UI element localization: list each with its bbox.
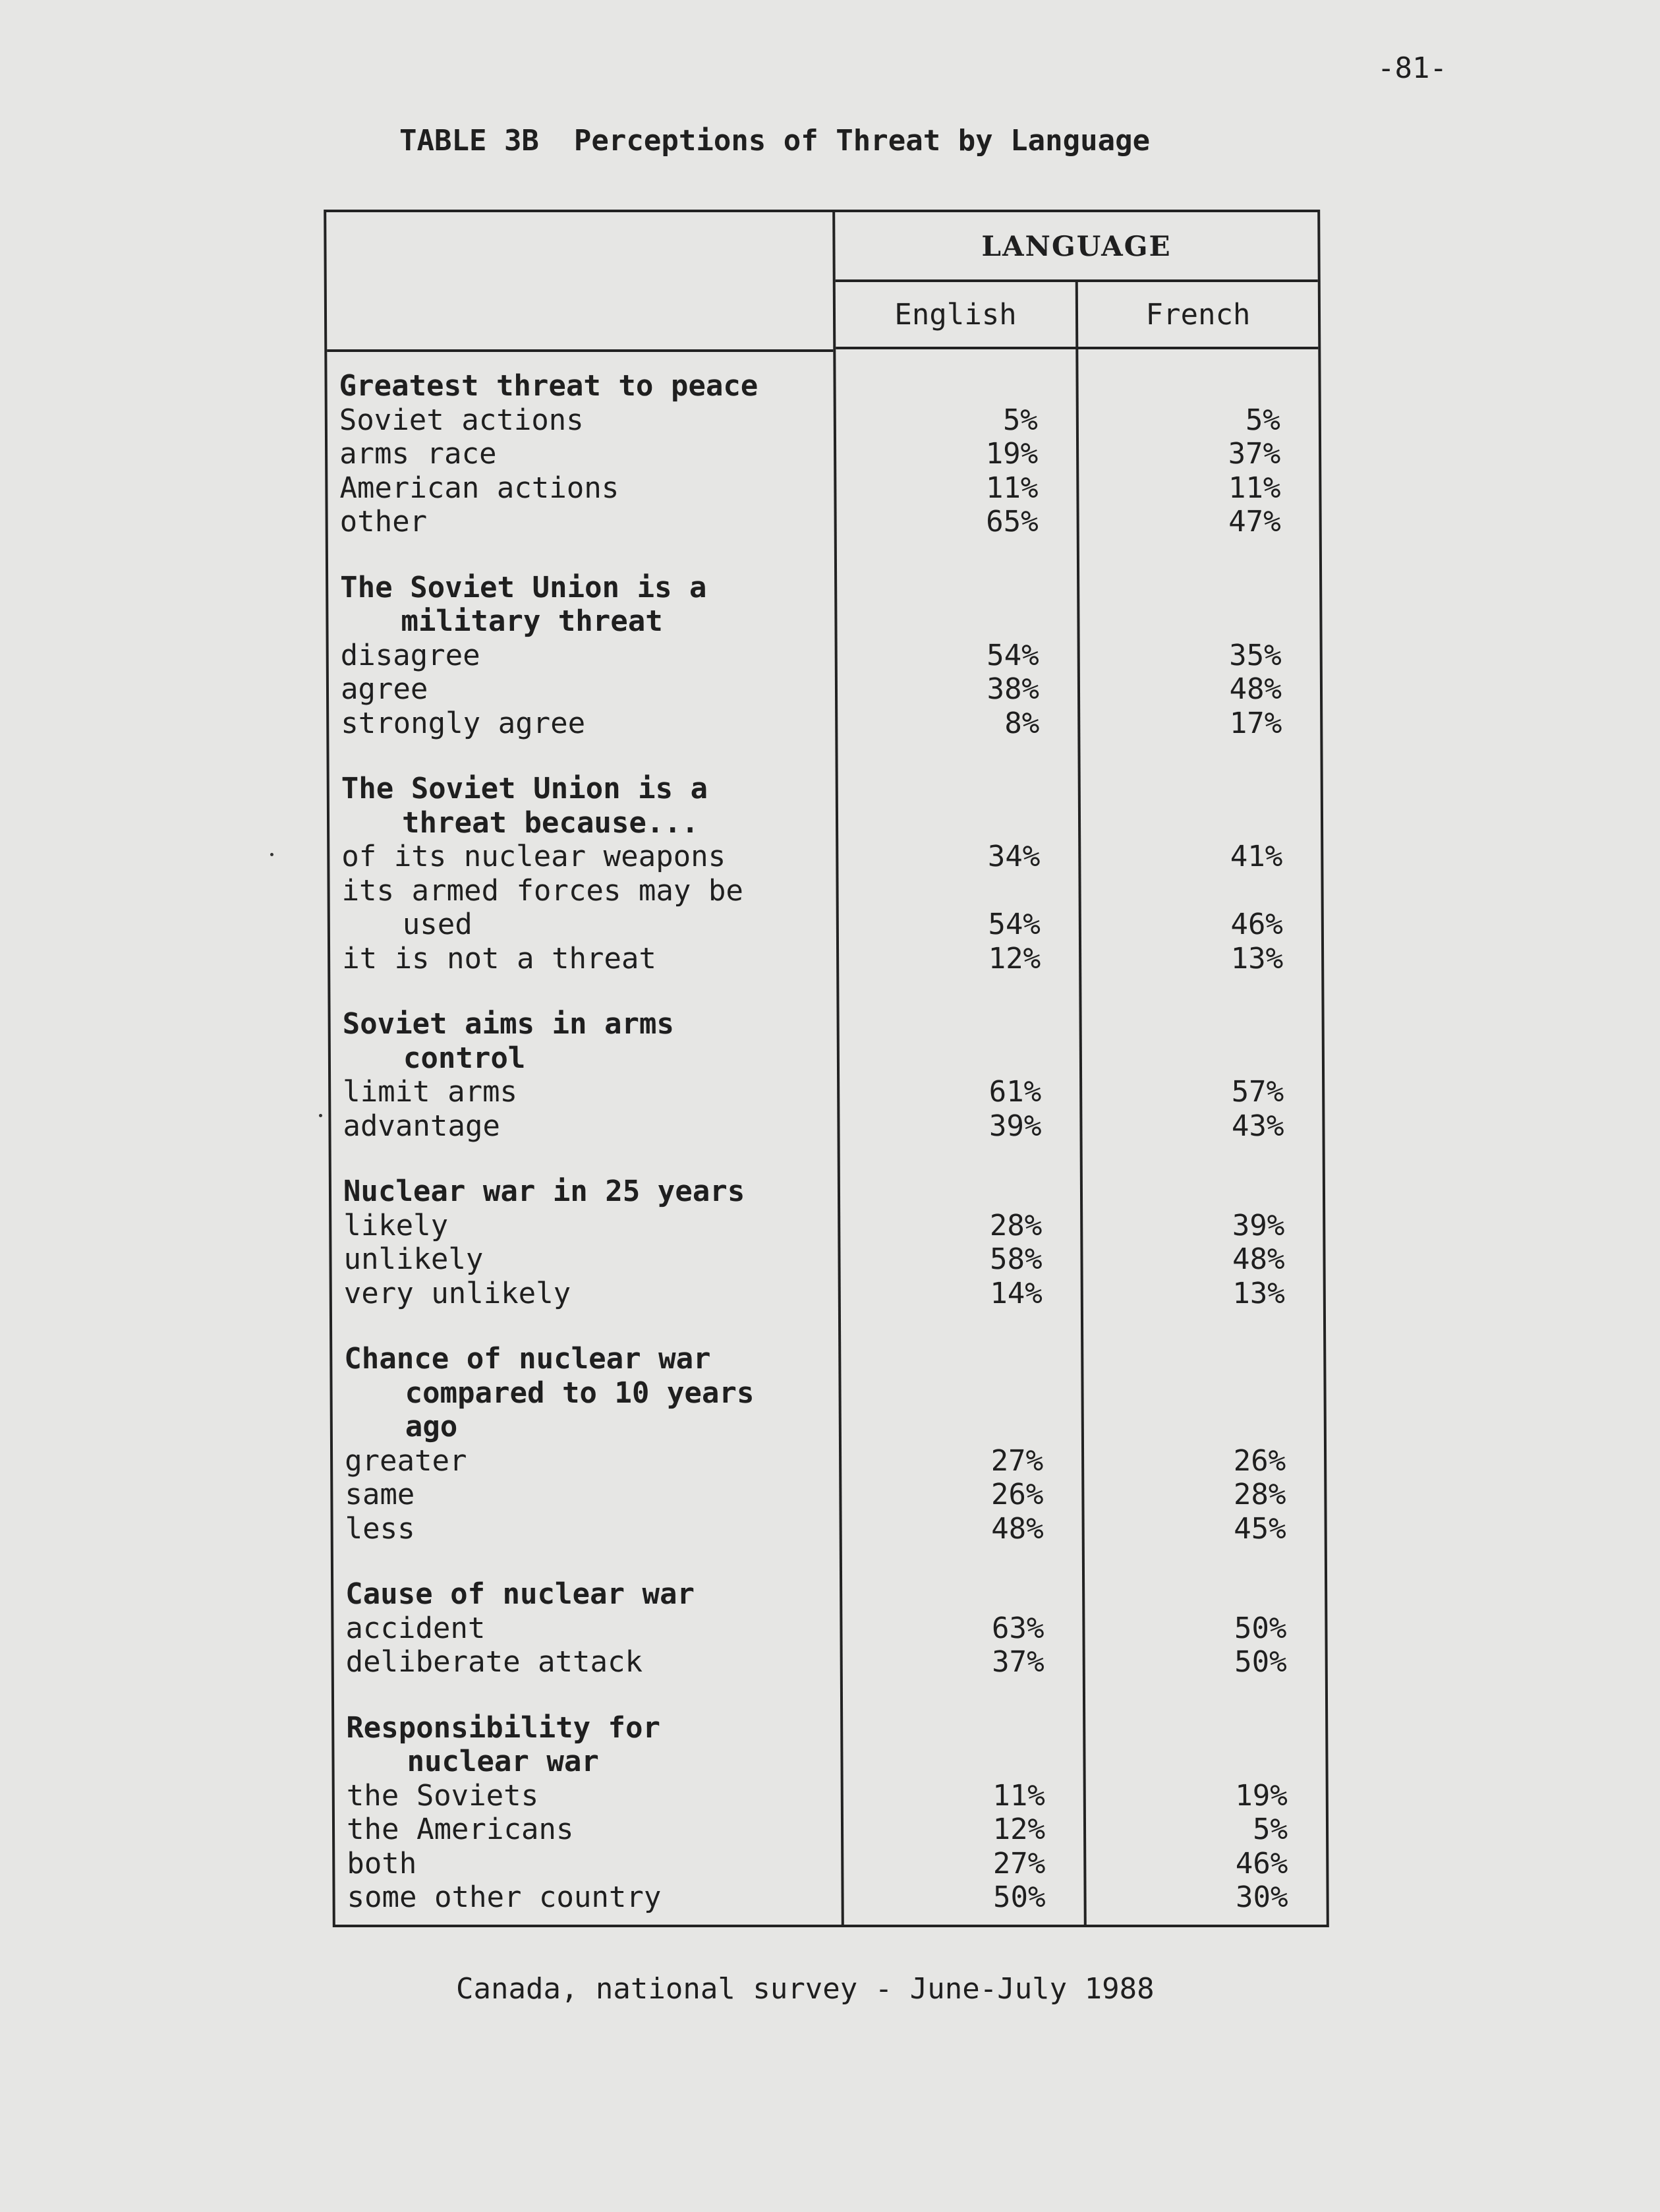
english-value: 12% (992, 1813, 1046, 1846)
blank-cell (1085, 1745, 1287, 1779)
french-value: 57% (1231, 1075, 1284, 1109)
section-heading: nuclear war (407, 1745, 600, 1778)
section-gap (1083, 1310, 1285, 1342)
blank-cell (838, 806, 1040, 840)
blank-cell (1081, 806, 1282, 840)
blank-cell (836, 369, 1037, 403)
column-header-french: French (1145, 297, 1251, 332)
english-value: 11% (992, 1778, 1045, 1813)
english-value: 28% (989, 1208, 1043, 1242)
blank-cell (1079, 604, 1281, 639)
english-value: 58% (989, 1242, 1043, 1276)
english-value: 19% (985, 437, 1039, 471)
blank-cell (1081, 874, 1282, 908)
section-gap (841, 1310, 1043, 1342)
row-label: American actions (339, 471, 619, 505)
section-gap (341, 740, 835, 772)
section-gap (1085, 1546, 1286, 1577)
section-gap (342, 975, 836, 1007)
blank-cell (837, 604, 1039, 639)
french-value: 39% (1232, 1208, 1285, 1242)
column-header-english: English (836, 282, 1079, 347)
blank-cell (841, 1376, 1043, 1411)
blank-cell (1083, 1342, 1285, 1376)
french-value: 46% (1230, 908, 1283, 941)
section-gap (842, 1546, 1044, 1577)
row-label: deliberate attack (345, 1645, 643, 1679)
blank-cell (838, 772, 1040, 806)
blank-cell (842, 1577, 1044, 1612)
blank-cell (840, 1041, 1041, 1076)
english-value: 63% (991, 1611, 1045, 1645)
french-value: 26% (1233, 1443, 1286, 1478)
english-value: 14% (990, 1276, 1043, 1310)
french-column (1078, 349, 1327, 1925)
blank-cell (843, 1711, 1045, 1745)
blank-cell (1078, 369, 1280, 403)
blank-cell (1083, 1175, 1284, 1209)
english-value: 54% (987, 638, 1039, 672)
row-label: very unlikely (343, 1276, 571, 1310)
row-label: likely (343, 1208, 449, 1242)
column-headers (836, 282, 1319, 349)
section-gap (1080, 740, 1282, 772)
french-value: 13% (1230, 941, 1284, 975)
section-gap (1085, 1679, 1287, 1711)
row-label: less (345, 1511, 415, 1546)
blank-cell (1082, 1007, 1284, 1041)
row-labels (339, 369, 841, 1915)
row-label: limit arms (343, 1075, 518, 1109)
data-columns (835, 212, 1327, 1925)
french-value: 30% (1235, 1880, 1288, 1914)
english-value: 38% (987, 672, 1040, 706)
data-table (324, 210, 1329, 1927)
section-heading: threat because... (401, 805, 699, 840)
section-gap (346, 1679, 840, 1711)
french-value: 17% (1229, 706, 1282, 740)
table-title: TABLE 3B Perceptions of Threat by Language (399, 124, 1151, 158)
french-value: 11% (1228, 471, 1281, 505)
section-heading: The Soviet Union is a (341, 772, 708, 805)
header-divider (327, 349, 833, 352)
section-gap (340, 539, 834, 571)
blank-cell (1084, 1410, 1286, 1444)
section-heading: Soviet aims in arms (342, 1007, 675, 1041)
french-value: 48% (1229, 672, 1282, 706)
english-value: 27% (992, 1846, 1046, 1880)
english-value: 48% (991, 1511, 1044, 1546)
row-label: some other country (347, 1880, 662, 1914)
english-value: 54% (988, 908, 1041, 941)
french-value: 5% (1245, 403, 1280, 437)
blank-cell (1085, 1711, 1287, 1745)
french-value: 50% (1234, 1611, 1287, 1645)
row-label: of its nuclear weapons (341, 840, 726, 873)
section-gap (1083, 1143, 1284, 1175)
english-value: 39% (988, 1109, 1042, 1143)
section-gap (838, 740, 1039, 772)
english-value: 8% (1004, 706, 1040, 740)
row-label: its armed forces may be (341, 873, 744, 908)
french-values (1078, 369, 1288, 1915)
row-label: it is not a threat (341, 941, 657, 975)
french-value: 28% (1233, 1478, 1286, 1511)
french-value: 50% (1234, 1645, 1287, 1679)
english-column (836, 349, 1087, 1925)
section-gap (843, 1679, 1045, 1711)
blank-cell (840, 1175, 1042, 1209)
blank-cell (1085, 1577, 1286, 1612)
section-gap (343, 1143, 838, 1175)
row-label: accident (345, 1611, 486, 1645)
english-value: 34% (987, 840, 1041, 873)
section-gap (839, 975, 1041, 1007)
french-value: 35% (1229, 638, 1282, 672)
speck (319, 1114, 322, 1117)
section-gap (837, 539, 1039, 571)
page-number: -81- (1377, 51, 1447, 85)
english-value: 11% (985, 471, 1039, 505)
section-heading: Greatest threat to peace (339, 369, 758, 403)
row-label: disagree (340, 638, 480, 672)
english-value: 37% (992, 1645, 1045, 1679)
table-caption: Canada, national survey - June-July 1988 (456, 1972, 1155, 2006)
blank-cell (1082, 1041, 1284, 1076)
english-value: 27% (990, 1443, 1044, 1478)
french-value: 47% (1228, 505, 1281, 538)
language-header: LANGUAGE (835, 212, 1318, 282)
english-value: 26% (990, 1478, 1044, 1511)
blank-cell (842, 1410, 1043, 1444)
blank-cell (1081, 772, 1282, 806)
french-value: 46% (1235, 1846, 1288, 1880)
row-label: Soviet actions (339, 403, 584, 437)
blank-cell (841, 1342, 1043, 1376)
french-value: 19% (1235, 1778, 1288, 1813)
row-label: strongly agree (341, 706, 586, 740)
french-value: 45% (1234, 1511, 1286, 1546)
blank-cell (1083, 1376, 1285, 1411)
english-value: 5% (1002, 403, 1038, 437)
blank-cell (843, 1745, 1045, 1779)
row-label: the Soviets (346, 1778, 539, 1813)
english-values (836, 369, 1045, 1915)
section-heading: control (403, 1041, 526, 1075)
french-value: 48% (1232, 1242, 1285, 1276)
row-label: used (402, 908, 472, 941)
row-label: the Americans (346, 1813, 574, 1846)
blank-cell (837, 571, 1039, 605)
row-label: unlikely (343, 1242, 484, 1276)
row-label: same (345, 1478, 415, 1511)
english-value: 65% (986, 505, 1039, 538)
row-label: agree (340, 672, 428, 706)
section-gap (345, 1546, 840, 1577)
section-heading: Nuclear war in 25 years (343, 1175, 745, 1208)
french-value: 41% (1230, 840, 1283, 873)
section-heading: Cause of nuclear war (345, 1577, 695, 1611)
french-value: 37% (1228, 437, 1281, 471)
section-heading: Responsibility for (346, 1710, 661, 1745)
english-value: 50% (992, 1880, 1046, 1914)
row-label: arms race (339, 437, 497, 471)
section-heading: Chance of nuclear war (344, 1342, 711, 1376)
french-value: 13% (1232, 1276, 1285, 1310)
section-gap (1081, 975, 1283, 1007)
section-gap (840, 1143, 1042, 1175)
section-heading: The Soviet Union is a (340, 570, 707, 604)
english-value: 12% (988, 941, 1041, 975)
section-gap (1079, 539, 1281, 571)
speck (270, 853, 273, 856)
blank-cell (840, 1007, 1041, 1041)
label-column (326, 212, 844, 1925)
data-area (836, 349, 1327, 1925)
section-gap (344, 1310, 838, 1342)
blank-cell (838, 874, 1040, 908)
section-heading: military threat (401, 604, 663, 638)
section-heading: compared to 10 years (405, 1376, 755, 1410)
english-value: 61% (988, 1075, 1042, 1109)
french-value: 43% (1231, 1109, 1284, 1143)
french-value: 5% (1252, 1813, 1288, 1846)
row-label: other (339, 505, 428, 538)
blank-cell (1079, 571, 1281, 605)
section-heading: ago (405, 1410, 458, 1443)
row-label: advantage (343, 1109, 501, 1143)
row-label: both (347, 1846, 417, 1880)
row-label: greater (344, 1443, 467, 1478)
